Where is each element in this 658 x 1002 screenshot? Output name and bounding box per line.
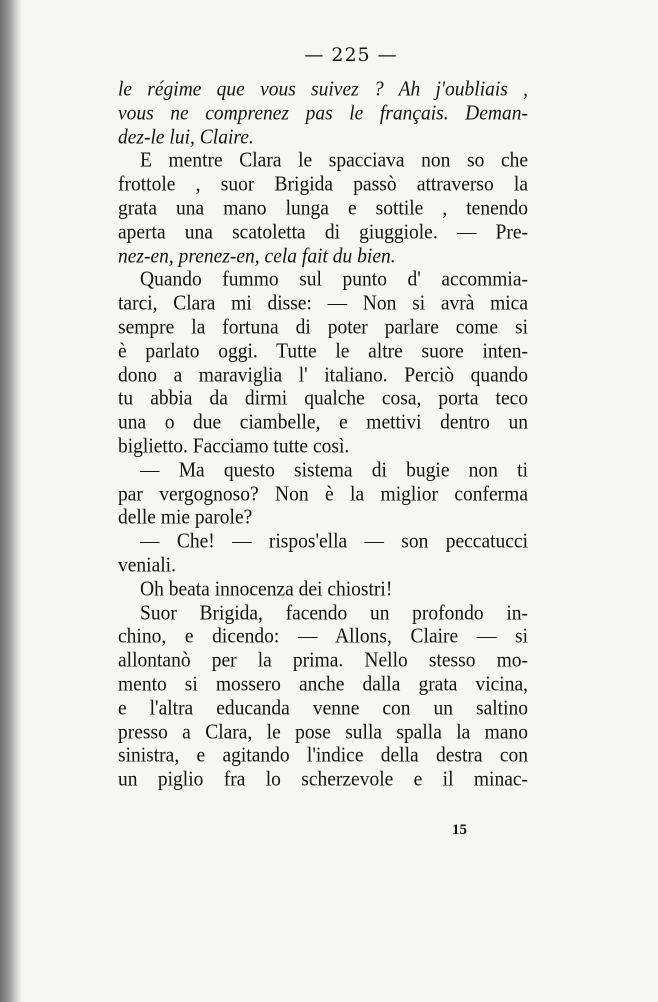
text-line: aperta una scatoletta di giuggiole. — Pre- bbox=[118, 220, 528, 244]
text-line: una o due ciambelle, e mettivi dentro un bbox=[118, 411, 528, 434]
text-line: allontanò per la prima. Nello stesso mo- bbox=[118, 649, 528, 672]
text-line: nez-en, prenez-en, cela fait du bien. bbox=[118, 244, 396, 268]
text-line: è parlato oggi. Tutte le altre suore inten- bbox=[118, 339, 528, 363]
text-line: Quando fummo sul punto d' accommia- bbox=[140, 268, 528, 292]
text-line: veniali. bbox=[118, 554, 176, 577]
text-line: — Ma questo sistema di bugie non ti bbox=[140, 458, 528, 482]
text-line: biglietto. Facciamo tutte così. bbox=[118, 435, 350, 458]
text-line: sinistra, e agitando l'indice della destra con bbox=[118, 744, 528, 768]
text-line: presso a Clara, le pose sulla spalla la mano bbox=[118, 720, 528, 744]
text-line: e l'altra educanda venne con un saltino bbox=[118, 696, 528, 720]
text-line: Suor Brigida, facendo un profondo in- bbox=[140, 601, 528, 625]
text-line: mento si mossero anche dalla grata vicina, bbox=[118, 673, 528, 696]
text-line: dono a maraviglia l' italiano. Perciò quando bbox=[118, 363, 528, 387]
text-line: Oh beata innocenza dei chiostri! bbox=[140, 577, 393, 601]
text-line: frottole , suor Brigida passò attraverso la bbox=[118, 173, 528, 196]
body-text bbox=[118, 78, 528, 792]
text-line: tu abbia da dirmi qualche cosa, porta teco bbox=[118, 387, 528, 411]
text-line: chino, e dicendo: — Allons, Claire — si bbox=[118, 625, 528, 649]
text-line: dez-le lui, Claire. bbox=[118, 125, 254, 149]
text-line: E mentre Clara le spacciava non so che bbox=[140, 149, 528, 173]
text-line: un piglio fra lo scherzevole e il minac- bbox=[118, 768, 528, 791]
text-line: — Che! — rispos'ella — son peccatucci bbox=[140, 530, 528, 553]
page-number: — 225 — bbox=[304, 44, 398, 66]
text-line: par vergognoso? Non è la miglior conferma bbox=[118, 482, 528, 506]
signature-mark: 15 bbox=[452, 822, 467, 838]
text-line: grata una mano lunga e sottile , tenendo bbox=[118, 197, 528, 220]
text-line: le régime que vous suivez ? Ah j'oubliais , bbox=[118, 78, 528, 101]
text-line: delle mie parole? bbox=[118, 506, 253, 530]
text-line: tarci, Clara mi disse: — Non si avrà mica bbox=[118, 292, 528, 315]
text-line: sempre la fortuna di poter parlare come si bbox=[118, 316, 528, 339]
text-line: vous ne comprenez pas le français. Deman- bbox=[118, 101, 528, 125]
